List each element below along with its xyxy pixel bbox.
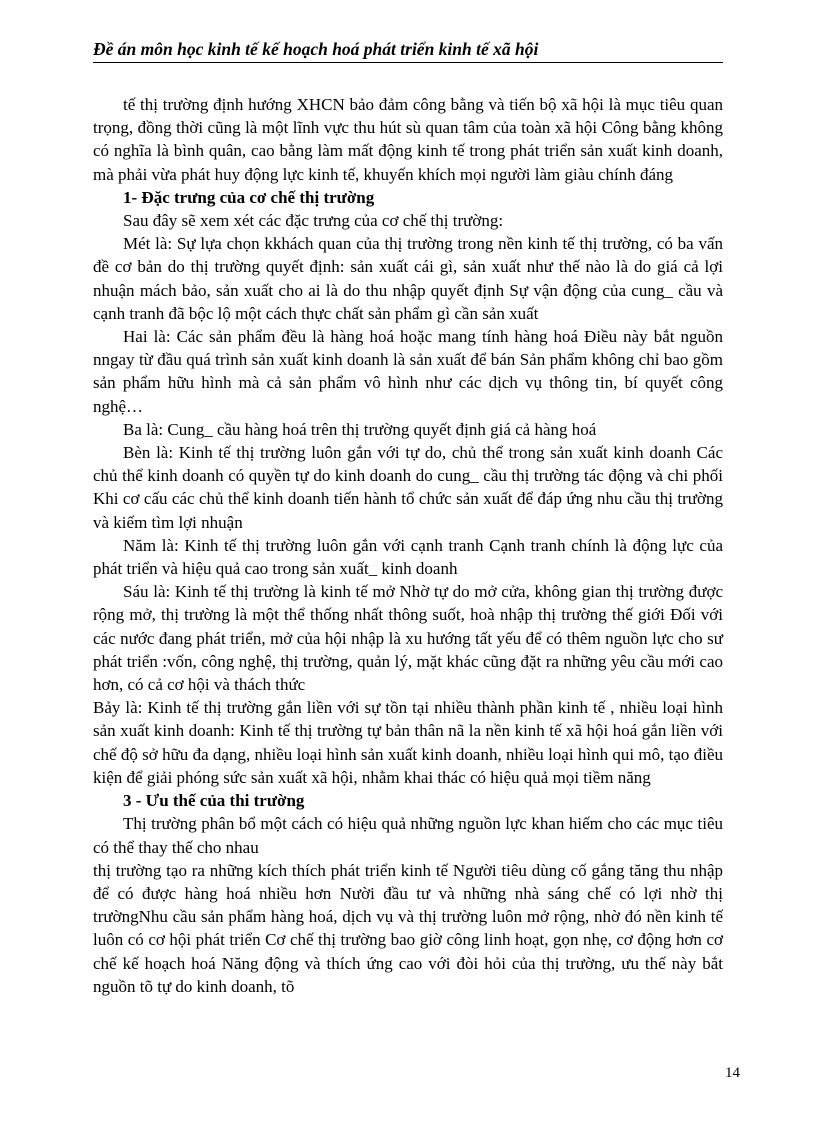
- paragraph-feature-five: Năm là: Kinh tế thị trường luôn gắn với cạnh tranh Cạnh tranh chính là động lực của phát triển và hiệu quả cao trong sản xuất_ kinh doanh: [93, 535, 723, 579]
- section-heading-advantages: 3 - Ưu thế của thi trường: [123, 791, 305, 811]
- header-rule: [93, 62, 723, 63]
- paragraph-advantage-allocation: Thị trường phân bổ một cách có hiệu quả những nguồn lực khan hiếm cho các mục tiêu có thể thay thế cho nhau: [93, 814, 723, 857]
- paragraph-feature-one: Mét là: Sự lựa chọn kkhách quan của thị trường trong nền kinh tế thị trường, có ba vấn đề cơ bản do thị trường quyết định: sản xuất cái gì, sản xuất như thế nào là do giá cả lợi nhuận mách bảo, sản xuất cho ai là do thu nhập quyết định Sự vận động của cung_ cầu và cạnh tranh đã bộc lộ một cách thực chất sản phẩm gì cần sản xuất: [93, 234, 723, 323]
- paragraph-feature-two: Hai là: Các sản phẩm đều là hàng hoá hoặc mang tính hàng hoá Điều này bắt nguồn nngay từ đầu quá trình sản xuất kinh doanh là sản xuất để bán Sản phẩm không chỉ bao gồm sản phẩm hữu hình mà cả sản phẩm vô hình như các dịch vụ thông tin, bí quyết công nghệ…: [93, 327, 723, 416]
- paragraph-advantage-incentives: thị trường tạo ra những kích thích phát triển kinh tế Người tiêu dùng cố gắng tăng thu nhập để có được hàng hoá nhiều hơn Nười đầu tư và những nhà sáng chế có lợi nhờ thị trườngNhu cầu sản phẩm hàng hoá, dịch vụ và thị trường luôn mở rộng, nhờ đó nền kinh tế luôn có cơ hội phát triển Cơ chế thị trường bao giờ công linh hoạt, gọn nhẹ, cơ động hơn cơ chế kế hoạch hoá Năng động và thích ứng cao với đòi hỏi của thị trường, ưu thế này bắt nguồn tõ tự do kinh doanh, tõ: [93, 860, 723, 996]
- paragraph-feature-six: Sáu là: Kinh tế thị trường là kinh tế mở Nhờ tự do mở cửa, không gian thị trường được rộng mở, thị trường là một thể thống nhất thông suốt, hoà nhập thị trường thế giới Đối với các nước đang phát triển, mở của hội nhập là xu hướng tất yếu để có thêm nguồn lực cho sư phát triển :vốn, công nghệ, thị trường, quản lý, mặt khác cũng đặt ra những yêu cầu mới cao hơn, có cả cơ hội và thách thức: [93, 582, 723, 695]
- page-header-title: Đề án môn học kinh tế kế hoạch hoá phát triển kinh tế xã hội: [93, 39, 539, 59]
- paragraph-intro: tế thị trường định hướng XHCN bảo đảm công bằng và tiến bộ xã hội là mục tiêu quan trọng, đồng thời cũng là một lĩnh vực thu hút sù quan tâm của toàn xã hội Công bằng không có nghĩa là bình quân, cao bằng làm mất động kinh tế trong phát triển sản xuất kinh doanh, mà phải vừa phát huy động lực kinh tế, khuyến khích mọi người làm giàu chính đáng: [93, 95, 723, 184]
- paragraph-feature-four: Bèn là: Kinh tế thị trường luôn gắn với tự do, chủ thể trong sản xuất kinh doanh Các chủ thể kinh doanh có quyền tự do kinh doanh do cung_ cầu thị trường tác động và chi phối Khi cơ cấu các chủ thể kinh doanh tiến hành tổ chức sản xuất để đáp ứng nhu cầu thị trường và kiếm tìm lợi nhuận: [93, 443, 723, 532]
- document-body: [93, 93, 723, 998]
- section-heading-characteristics: 1- Đặc trưng của cơ chế thị trường: [123, 187, 375, 207]
- page-number: 14: [725, 1065, 740, 1081]
- paragraph-overview: Sau đây sẽ xem xét các đặc trưng của cơ chế thị trường:: [123, 211, 504, 231]
- paragraph-feature-three: Ba là: Cung_ cầu hàng hoá trên thị trường quyết định giá cả hàng hoá: [123, 419, 597, 439]
- paragraph-feature-seven: Bảy là: Kinh tế thị trường gắn liền với sự tồn tại nhiều thành phần kinh tế , nhiều loại hình sản xuất kinh doanh: Kinh tế thị trường tự bản thân nã la nền kinh tế xã hội hoá gắn liền với chế độ sở hữu đa dạng, nhiều loại hình sản xuất kinh doanh, nhiều loại hình qui mô, tạo điều kiện để giải phóng sức sản xuất xã hội, nhằm khai thác có hiệu quả mọi tiềm năng: [93, 698, 723, 787]
